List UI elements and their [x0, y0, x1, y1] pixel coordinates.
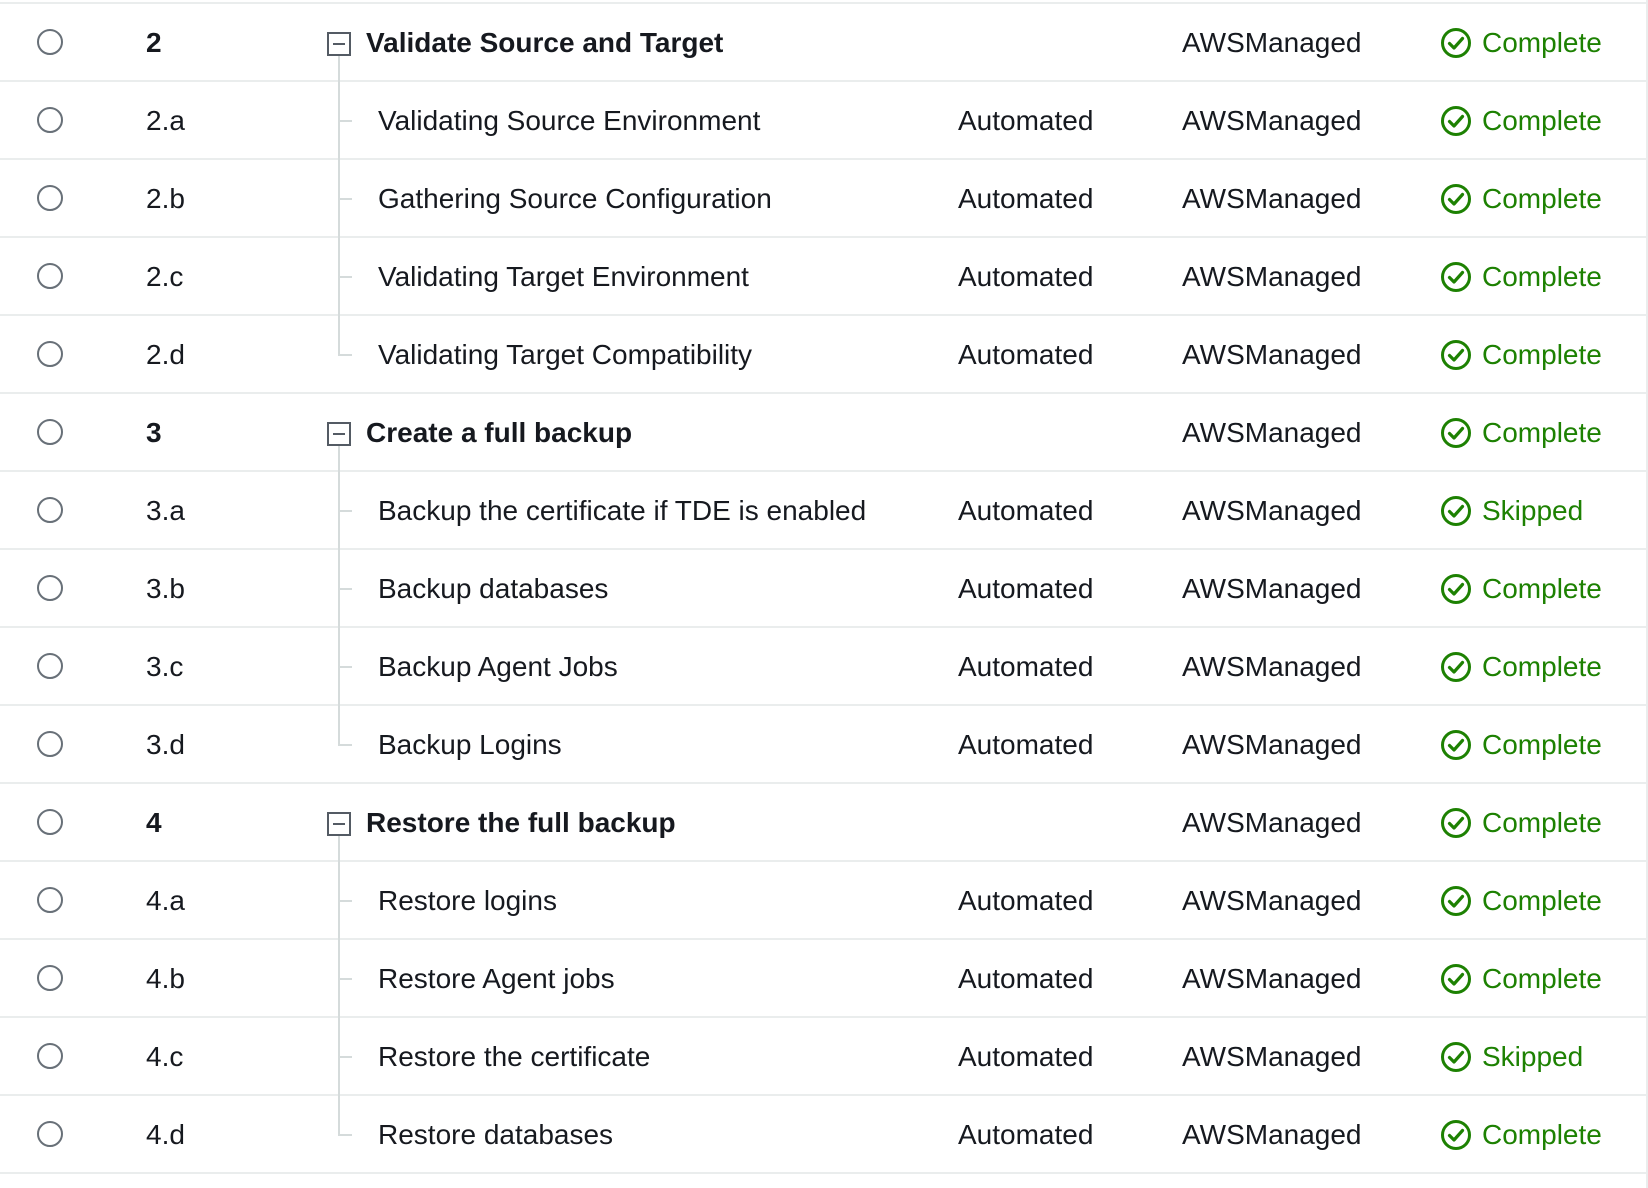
- tree-branch: [338, 1134, 352, 1136]
- step-id: 2.b: [146, 183, 185, 214]
- status-label: Complete: [1482, 807, 1602, 838]
- check-circle-icon: [1440, 183, 1472, 215]
- step-id: 3.c: [146, 651, 184, 682]
- status-label: Complete: [1482, 573, 1602, 604]
- step-name: Restore logins: [378, 885, 557, 916]
- status-badge: [1440, 82, 1602, 160]
- tree-branch: [338, 588, 352, 590]
- step-type: Automated: [958, 1119, 1094, 1150]
- step-name: Backup Logins: [378, 729, 562, 760]
- table-row[interactable]: [0, 862, 1648, 940]
- check-circle-icon: [1440, 105, 1472, 137]
- step-owner: AWSManaged: [1182, 495, 1362, 526]
- step-name: Backup the certificate if TDE is enabled: [378, 495, 867, 526]
- row-select-radio[interactable]: [37, 731, 63, 757]
- step-name: Create a full backup: [366, 417, 633, 448]
- step-owner: AWSManaged: [1182, 417, 1362, 448]
- row-select-radio[interactable]: [37, 887, 63, 913]
- tree-branch: [338, 198, 352, 200]
- row-select-radio[interactable]: [37, 29, 63, 55]
- tree-connector: [338, 836, 340, 862]
- step-id: 2.c: [146, 261, 184, 292]
- step-owner: AWSManaged: [1182, 339, 1362, 370]
- step-id: 3: [146, 417, 162, 448]
- tree-branch: [338, 354, 352, 356]
- row-select-radio[interactable]: [37, 653, 63, 679]
- row-select-radio[interactable]: [37, 809, 63, 835]
- step-owner: AWSManaged: [1182, 183, 1362, 214]
- collapse-icon[interactable]: [327, 422, 351, 446]
- tree-connector: [338, 56, 340, 82]
- tree-branch: [338, 978, 352, 980]
- check-circle-icon: [1440, 651, 1472, 683]
- table-row[interactable]: [0, 1018, 1648, 1096]
- status-badge: [1440, 1096, 1602, 1174]
- status-label: Skipped: [1482, 1041, 1584, 1072]
- row-select-radio[interactable]: [37, 1121, 63, 1147]
- step-id: 4.b: [146, 963, 185, 994]
- status-label: Complete: [1482, 729, 1602, 760]
- status-label: Complete: [1482, 651, 1602, 682]
- table-row[interactable]: [0, 82, 1648, 160]
- table-row[interactable]: [0, 940, 1648, 1018]
- status-badge: [1440, 706, 1602, 784]
- check-circle-icon: [1440, 573, 1472, 605]
- step-owner: AWSManaged: [1182, 1119, 1362, 1150]
- table-row[interactable]: [0, 238, 1648, 316]
- step-owner: AWSManaged: [1182, 729, 1362, 760]
- status-badge: [1440, 238, 1602, 316]
- step-type: Automated: [958, 183, 1094, 214]
- check-circle-icon: [1440, 417, 1472, 449]
- step-owner: AWSManaged: [1182, 651, 1362, 682]
- check-circle-icon: [1440, 885, 1472, 917]
- status-label: Complete: [1482, 963, 1602, 994]
- row-select-radio[interactable]: [37, 263, 63, 289]
- step-id: 4.c: [146, 1041, 184, 1072]
- step-id: 2.d: [146, 339, 185, 370]
- status-label: Complete: [1482, 27, 1602, 58]
- step-id: 2: [146, 27, 162, 58]
- step-id: 3.b: [146, 573, 185, 604]
- table-row[interactable]: [0, 316, 1648, 394]
- status-label: Complete: [1482, 1119, 1602, 1150]
- tree-branch: [338, 900, 352, 902]
- collapse-icon[interactable]: [327, 812, 351, 836]
- check-circle-icon: [1440, 495, 1472, 527]
- status-badge: [1440, 394, 1602, 472]
- step-type: Automated: [958, 261, 1094, 292]
- check-circle-icon: [1440, 339, 1472, 371]
- step-owner: AWSManaged: [1182, 1041, 1362, 1072]
- status-badge: [1440, 940, 1602, 1018]
- step-id: 4.a: [146, 885, 185, 916]
- table-row[interactable]: [0, 706, 1648, 784]
- check-circle-icon: [1440, 807, 1472, 839]
- step-owner: AWSManaged: [1182, 261, 1362, 292]
- status-label: Complete: [1482, 261, 1602, 292]
- step-type: Automated: [958, 573, 1094, 604]
- step-type: Automated: [958, 729, 1094, 760]
- step-owner: AWSManaged: [1182, 105, 1362, 136]
- row-select-radio[interactable]: [37, 575, 63, 601]
- row-select-radio[interactable]: [37, 965, 63, 991]
- step-type: Automated: [958, 885, 1094, 916]
- row-select-radio[interactable]: [37, 341, 63, 367]
- tree-branch: [338, 666, 352, 668]
- tree-connector: [338, 446, 340, 472]
- status-badge: [1440, 472, 1583, 550]
- tree-branch: [338, 744, 352, 746]
- status-badge: [1440, 4, 1602, 82]
- step-name: Restore Agent jobs: [378, 963, 615, 994]
- step-id: 4.d: [146, 1119, 185, 1150]
- step-owner: AWSManaged: [1182, 963, 1362, 994]
- status-badge: [1440, 550, 1602, 628]
- status-badge: [1440, 862, 1602, 940]
- step-owner: AWSManaged: [1182, 573, 1362, 604]
- step-name: Validating Target Compatibility: [378, 339, 753, 370]
- tree-connector: [338, 706, 340, 744]
- step-name: Backup databases: [378, 573, 609, 604]
- status-badge: [1440, 784, 1602, 862]
- status-badge: [1440, 316, 1602, 394]
- step-name: Backup Agent Jobs: [378, 651, 618, 682]
- step-name: Restore databases: [378, 1119, 614, 1150]
- tree-connector: [338, 316, 340, 354]
- table-row[interactable]: [0, 628, 1648, 706]
- tree-connector: [338, 1096, 340, 1134]
- step-owner: AWSManaged: [1182, 807, 1362, 838]
- step-owner: AWSManaged: [1182, 27, 1362, 58]
- check-circle-icon: [1440, 261, 1472, 293]
- tree-branch: [338, 120, 352, 122]
- status-label: Complete: [1482, 105, 1602, 136]
- row-select-radio[interactable]: [37, 1043, 63, 1069]
- table-row[interactable]: [0, 550, 1648, 628]
- check-circle-icon: [1440, 729, 1472, 761]
- table-row[interactable]: [0, 160, 1648, 238]
- status-label: Complete: [1482, 339, 1602, 370]
- step-id: 3.a: [146, 495, 185, 526]
- status-label: Skipped: [1482, 495, 1584, 526]
- check-circle-icon: [1440, 1119, 1472, 1151]
- step-owner: AWSManaged: [1182, 885, 1362, 916]
- row-select-radio[interactable]: [37, 497, 63, 523]
- status-label: Complete: [1482, 183, 1602, 214]
- step-name: Validating Source Environment: [378, 105, 761, 136]
- step-type: Automated: [958, 105, 1094, 136]
- step-type: Automated: [958, 963, 1094, 994]
- status-label: Complete: [1482, 417, 1602, 448]
- row-select-radio[interactable]: [37, 107, 63, 133]
- step-type: Automated: [958, 651, 1094, 682]
- table-row[interactable]: [0, 394, 1648, 472]
- table-row[interactable]: [0, 784, 1648, 862]
- tree-branch: [338, 276, 352, 278]
- status-badge: [1440, 628, 1602, 706]
- step-id: 2.a: [146, 105, 185, 136]
- tree-branch: [338, 1056, 352, 1058]
- check-circle-icon: [1440, 1041, 1472, 1073]
- status-badge: [1440, 160, 1602, 238]
- step-id: 4: [146, 807, 162, 838]
- table-row[interactable]: [0, 1096, 1648, 1174]
- status-label: Complete: [1482, 885, 1602, 916]
- step-type: Automated: [958, 339, 1094, 370]
- row-select-radio[interactable]: [37, 419, 63, 445]
- table-row[interactable]: [0, 472, 1648, 550]
- check-circle-icon: [1440, 963, 1472, 995]
- step-type: Automated: [958, 1041, 1094, 1072]
- steps-table: [0, 2, 1648, 1174]
- row-select-radio[interactable]: [37, 185, 63, 211]
- step-name: Restore the certificate: [378, 1041, 651, 1072]
- collapse-icon[interactable]: [327, 32, 351, 56]
- check-circle-icon: [1440, 27, 1472, 59]
- step-name: Validating Target Environment: [378, 261, 749, 292]
- step-name: Validate Source and Target: [366, 27, 724, 58]
- step-name: Restore the full backup: [366, 807, 676, 838]
- table-row[interactable]: [0, 4, 1648, 82]
- step-id: 3.d: [146, 729, 185, 760]
- step-name: Gathering Source Configuration: [378, 183, 772, 214]
- status-badge: [1440, 1018, 1583, 1096]
- tree-branch: [338, 510, 352, 512]
- step-type: Automated: [958, 495, 1094, 526]
